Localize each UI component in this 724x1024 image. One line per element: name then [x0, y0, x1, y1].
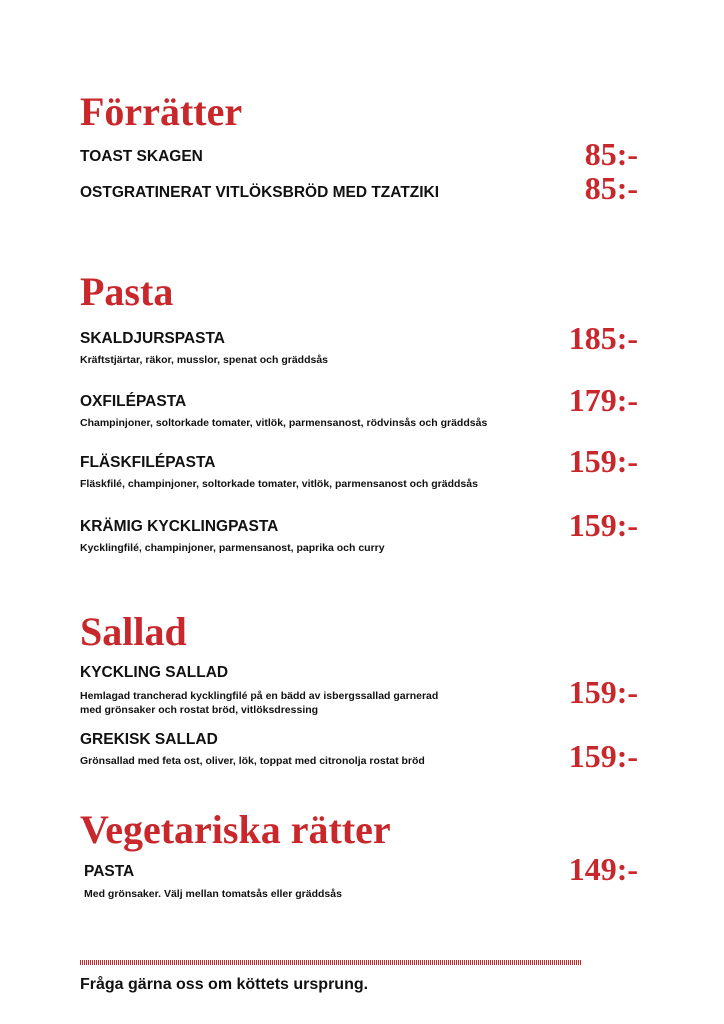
- menu-item-description: Kycklingfilé, champinjoner, parmensanost, paprika och curry: [80, 542, 385, 554]
- menu-item-description: Champinjoner, soltorkade tomater, vitlök, parmensanost, rödvinsås och gräddsås: [80, 417, 488, 429]
- menu-item-price: 185:-: [568, 320, 638, 356]
- menu-item-name: PASTA: [84, 863, 135, 880]
- menu-item-description: med grönsaker och rostat bröd, vitlöksdressing: [80, 704, 319, 716]
- footer-note: Fråga gärna oss om köttets ursprung.: [80, 976, 369, 993]
- menu-item-price: 159:-: [568, 507, 638, 543]
- menu-item-name: SKALDJURSPASTA: [80, 330, 225, 347]
- menu-item-description: Grönsallad med feta ost, oliver, lök, toppat med citronolja rostat bröd: [80, 755, 425, 767]
- menu-item-description: Kräftstjärtar, räkor, musslor, spenat och gräddsås: [80, 354, 329, 366]
- menu-item-price: 159:-: [568, 738, 638, 774]
- section-title-sallad: Sallad: [80, 609, 187, 654]
- section-title-vegetariska: Vegetariska rätter: [80, 807, 391, 852]
- menu-item-description: Fläskfilé, champinjoner, soltorkade tomater, vitlök, parmensanost och gräddsås: [80, 478, 478, 490]
- menu-item-name: KYCKLING SALLAD: [80, 664, 229, 681]
- menu-item-price: 159:-: [568, 674, 638, 710]
- section-title-forratter: Förrätter: [80, 89, 243, 134]
- menu-item-name: OSTGRATINERAT VITLÖKSBRÖD MED TZATZIKI: [80, 184, 440, 201]
- menu-item-name: FLÄSKFILÉPASTA: [80, 454, 216, 471]
- footer-divider: [80, 960, 582, 965]
- menu-item-price: 85:-: [584, 170, 638, 206]
- menu-item-price: 85:-: [584, 136, 638, 172]
- menu-item-price: 149:-: [568, 851, 638, 887]
- menu-item-description: Med grönsaker. Välj mellan tomatsås eller gräddsås: [84, 888, 342, 900]
- menu-item-name: OXFILÉPASTA: [80, 393, 187, 410]
- menu-item-name: TOAST SKAGEN: [80, 148, 203, 165]
- section-title-pasta: Pasta: [80, 269, 174, 314]
- menu-item-name: KRÄMIG KYCKLINGPASTA: [80, 518, 279, 535]
- menu-item-name: GREKISK SALLAD: [80, 731, 218, 748]
- menu-item-price: 179:-: [568, 382, 638, 418]
- menu-item-description: Hemlagad trancherad kycklingfilé på en bädd av isbergssallad garnerad: [80, 690, 439, 702]
- menu-item-price: 159:-: [568, 443, 638, 479]
